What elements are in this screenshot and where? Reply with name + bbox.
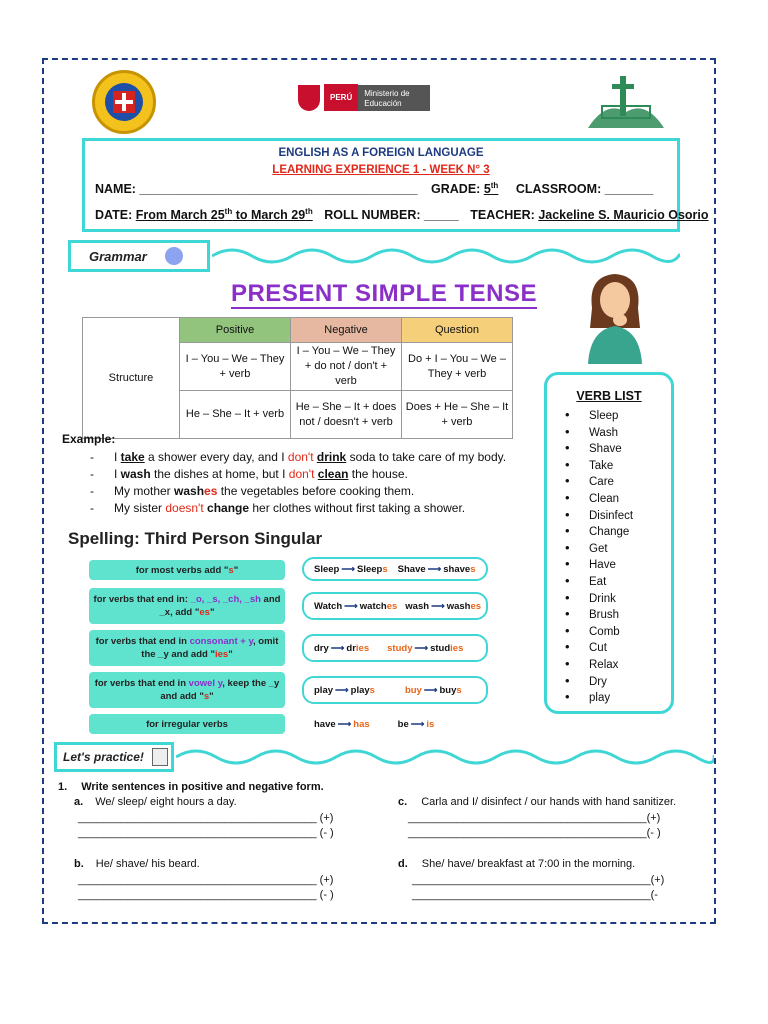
grade-sup: th	[490, 181, 499, 190]
example-item: - My mother washes the vegetables before cooking them.	[90, 484, 415, 498]
list-item: • Eat	[565, 573, 633, 590]
spelling-rule: for verbs that end in vowel y, keep the _y and add "s"	[89, 672, 285, 708]
exercise-d-prompt: d. She/ have/ breakfast at 7:00 in the morning.	[398, 858, 636, 870]
teacher-name: Jackeline S. Mauricio Osorio	[538, 208, 709, 223]
spelling-example: dry ⟶ dr ies study ⟶ stud ies	[302, 634, 488, 662]
example-item: - My sister doesn't change her clothes without first taking a shower.	[90, 501, 466, 515]
list-item: • Cut	[565, 639, 633, 656]
list-item: • Comb	[565, 623, 633, 640]
question-1: 1. Write sentences in positive and negative form.	[58, 781, 324, 793]
table-cell: I – You – We – They + verb	[180, 343, 291, 391]
answer-line-negative[interactable]: _______________________________________(-	[412, 889, 658, 901]
table-cell: Does + He – She – It + verb	[402, 391, 513, 439]
table-cell: He – She – It + verb	[180, 391, 291, 439]
answer-line-negative[interactable]: _______________________________________ (- )	[78, 827, 334, 839]
answer-line-positive[interactable]: _______________________________________ (+)	[78, 812, 334, 824]
example-heading: Example:	[62, 432, 116, 446]
school-logo	[92, 70, 156, 134]
spelling-rule: for irregular verbs	[89, 714, 285, 734]
page-title: PRESENT SIMPLE TENSE	[230, 280, 538, 307]
thinking-girl-illustration	[582, 268, 648, 364]
peru-shield-icon	[298, 85, 320, 111]
spelling-rule: for verbs that end in: _o, _s, _ch, _sh and _x, add "es"	[89, 588, 285, 624]
verb-list-title: VERB LIST	[576, 389, 642, 403]
practice-label: Let's practice!	[63, 750, 144, 764]
experience-title: LEARNING EXPERIENCE 1 - WEEK N° 3	[272, 164, 490, 176]
church-logo	[586, 70, 666, 132]
spelling-rule: for most verbs add "s"	[89, 560, 285, 580]
table-cell: Do + I – You – We – They + verb	[402, 343, 513, 391]
exercise-b-prompt: b. He/ shave/ his beard.	[74, 858, 200, 870]
list-item: • play	[565, 689, 633, 706]
classroom-field[interactable]: CLASSROOM: _______	[515, 182, 654, 197]
answer-line-positive[interactable]: _______________________________________(+)	[412, 874, 665, 886]
verb-list-box	[544, 372, 674, 714]
example-item: - I take a shower every day, and I don't drink soda to take care of my body.	[90, 450, 507, 464]
peru-label: PERÚ	[324, 84, 358, 111]
date-to: to March 29	[232, 208, 306, 223]
decorative-wave	[212, 244, 680, 268]
verb-list	[565, 407, 633, 706]
col-header-question: Question	[402, 318, 513, 343]
roll-number-field[interactable]: ROLL NUMBER: _____	[324, 208, 459, 223]
grammar-label-box	[68, 240, 210, 272]
example-list	[90, 449, 506, 517]
decorative-wave	[176, 745, 714, 769]
list-item: • Wash	[565, 424, 633, 441]
list-item: • Get	[565, 540, 633, 557]
list-item: • Have	[565, 556, 633, 573]
name-field[interactable]: NAME: ________________________________________	[95, 182, 418, 197]
table-cell: I – You – We – They + do not / don't + verb	[291, 343, 402, 391]
spelling-title: Spelling: Third Person Singular	[68, 529, 323, 548]
example-item: - I wash the dishes at home, but I don't clean the house.	[90, 467, 408, 481]
answer-line-negative[interactable]: _______________________________________(- )	[408, 827, 661, 839]
grammar-label: Grammar	[89, 248, 147, 264]
header-box	[82, 138, 709, 232]
col-header-positive: Positive	[180, 318, 291, 343]
exercise-c-prompt: c. Carla and I/ disinfect / our hands with hand sanitizer.	[398, 796, 677, 808]
date-sup: th	[224, 207, 233, 216]
structure-table	[82, 317, 513, 439]
spelling-example: Sleep ⟶ Sleep s Shave ⟶ shave s	[302, 557, 488, 581]
grade-label: GRADE:	[431, 182, 481, 197]
list-item: • Relax	[565, 656, 633, 673]
list-item: • Clean	[565, 490, 633, 507]
list-item: • Brush	[565, 606, 633, 623]
table-cell: He – She – It + does not / doesn't + verb	[291, 391, 402, 439]
list-item: • Take	[565, 457, 633, 474]
grade-value: 5	[483, 182, 491, 197]
list-item: • Drink	[565, 590, 633, 607]
date-row	[95, 207, 709, 222]
spelling-example: play ⟶ play s buy ⟶ buy s	[302, 676, 488, 704]
exercise-a-prompt: a. We/ sleep/ eight hours a day.	[74, 796, 237, 808]
answer-line-negative[interactable]: _______________________________________ (- )	[78, 889, 334, 901]
worksheet-icon	[152, 748, 168, 766]
list-item: • Disinfect	[565, 507, 633, 524]
spelling-rule: for verbs that end in consonant + y, omit the _y and add "ies"	[89, 630, 285, 666]
list-item: • Sleep	[565, 407, 633, 424]
list-item: • Dry	[565, 673, 633, 690]
date-sup: th	[305, 207, 313, 216]
practice-label-box	[54, 742, 174, 772]
ministry-logo	[298, 84, 430, 111]
answer-line-positive[interactable]: _______________________________________ (+)	[78, 874, 334, 886]
structure-row-header: Structure	[83, 318, 180, 439]
teacher-label: TEACHER:	[470, 208, 535, 223]
answer-line-positive[interactable]: _______________________________________(+)	[408, 812, 661, 824]
book-icon	[165, 247, 183, 265]
list-item: • Care	[565, 473, 633, 490]
name-row	[95, 181, 653, 196]
list-item: • Change	[565, 523, 633, 540]
course-title: ENGLISH AS A FOREIGN LANGUAGE	[278, 147, 484, 159]
ministry-label: Ministerio de Educación	[358, 85, 430, 111]
col-header-negative: Negative	[291, 318, 402, 343]
spelling-example: have ⟶ has be ⟶ is	[302, 712, 466, 736]
date-from: From March 25	[135, 208, 225, 223]
list-item: • Shave	[565, 440, 633, 457]
date-label: DATE:	[95, 208, 133, 223]
spelling-example: Watch ⟶ watch es wash ⟶ wash es	[302, 592, 488, 620]
